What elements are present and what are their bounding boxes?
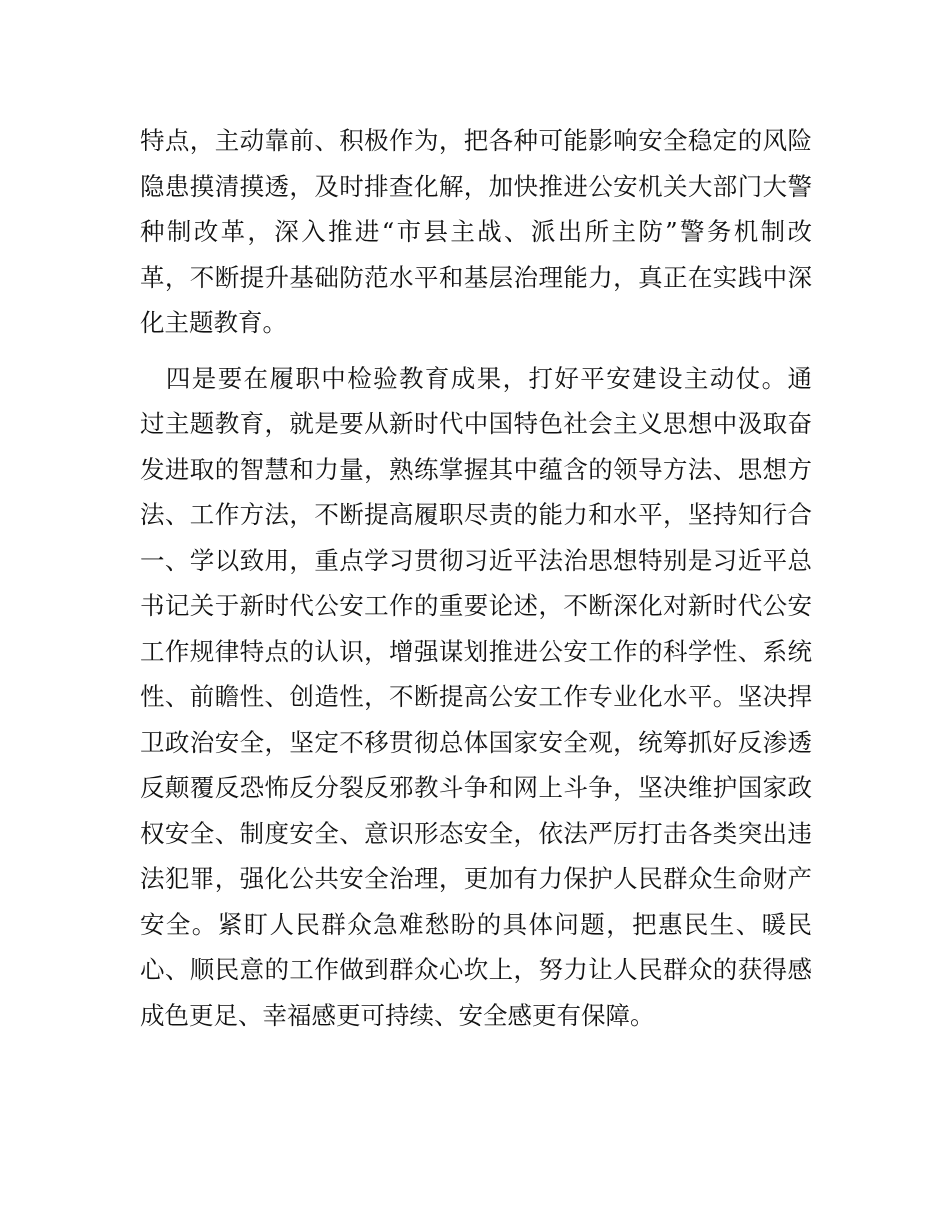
text-line: 安全。紧盯人民群众急难愁盼的具体问题，把惠民生、暖民 [140,909,812,939]
text-line: 发进取的智慧和力量，熟练掌握其中蕴含的领导方法、思想方 [140,454,812,484]
text-line: 反颠覆反恐怖反分裂反邪教斗争和网上斗争，坚决维护国家政 [140,773,812,802]
text-line: 特点，主动靠前、积极作为，把各种可能影响安全稳定的风险 [140,126,812,155]
text-line: 心、顺民意的工作做到群众心坎上，努力让人民群众的获得感 [140,955,812,984]
paragraph-point-four [140,356,812,1039]
paragraph-continued [140,118,812,346]
text-line: 工作规律特点的认识，增强谋划推进公安工作的科学性、系统 [140,636,812,666]
text-line: 权安全、制度安全、意识形态安全，依法严厉打击各类突出违 [140,818,812,848]
text-line: 性、前瞻性、创造性，不断提高公安工作专业化水平。坚决捍 [140,682,812,711]
body-text [140,118,812,1038]
text-line: 革，不断提升基础防范水平和基层治理能力，真正在实践中深 [140,262,812,292]
text-line: 隐患摸清摸透，及时排查化解，加快推进公安机关大部门大警 [140,171,812,201]
text-line: 法犯罪，强化公共安全治理，更加有力保护人民群众生命财产 [140,864,812,893]
text-line: 四是要在履职中检验教育成果，打好平安建设主动仗。通 [140,363,812,393]
text-line: 过主题教育，就是要从新时代中国特色社会主义思想中汲取奋 [140,409,812,438]
text-line: 法、工作方法，不断提高履职尽责的能力和水平，坚持知行合 [140,500,812,529]
text-line: 成色更足、幸福感更可持续、安全感更有保障。 [140,1000,655,1030]
text-line: 卫政治安全，坚定不移贯彻总体国家安全观，统筹抓好反渗透 [140,727,812,757]
text-line: 化主题教育。 [140,308,287,337]
text-line: 一、学以致用，重点学习贯彻习近平法治思想特别是习近平总 [140,545,812,575]
paragraph-spacer [140,346,812,356]
text-line: 种制改革，深入推进“市县主战、派出所主防”警务机制改 [140,217,812,246]
text-line: 书记关于新时代公安工作的重要论述，不断深化对新时代公安 [140,591,812,620]
